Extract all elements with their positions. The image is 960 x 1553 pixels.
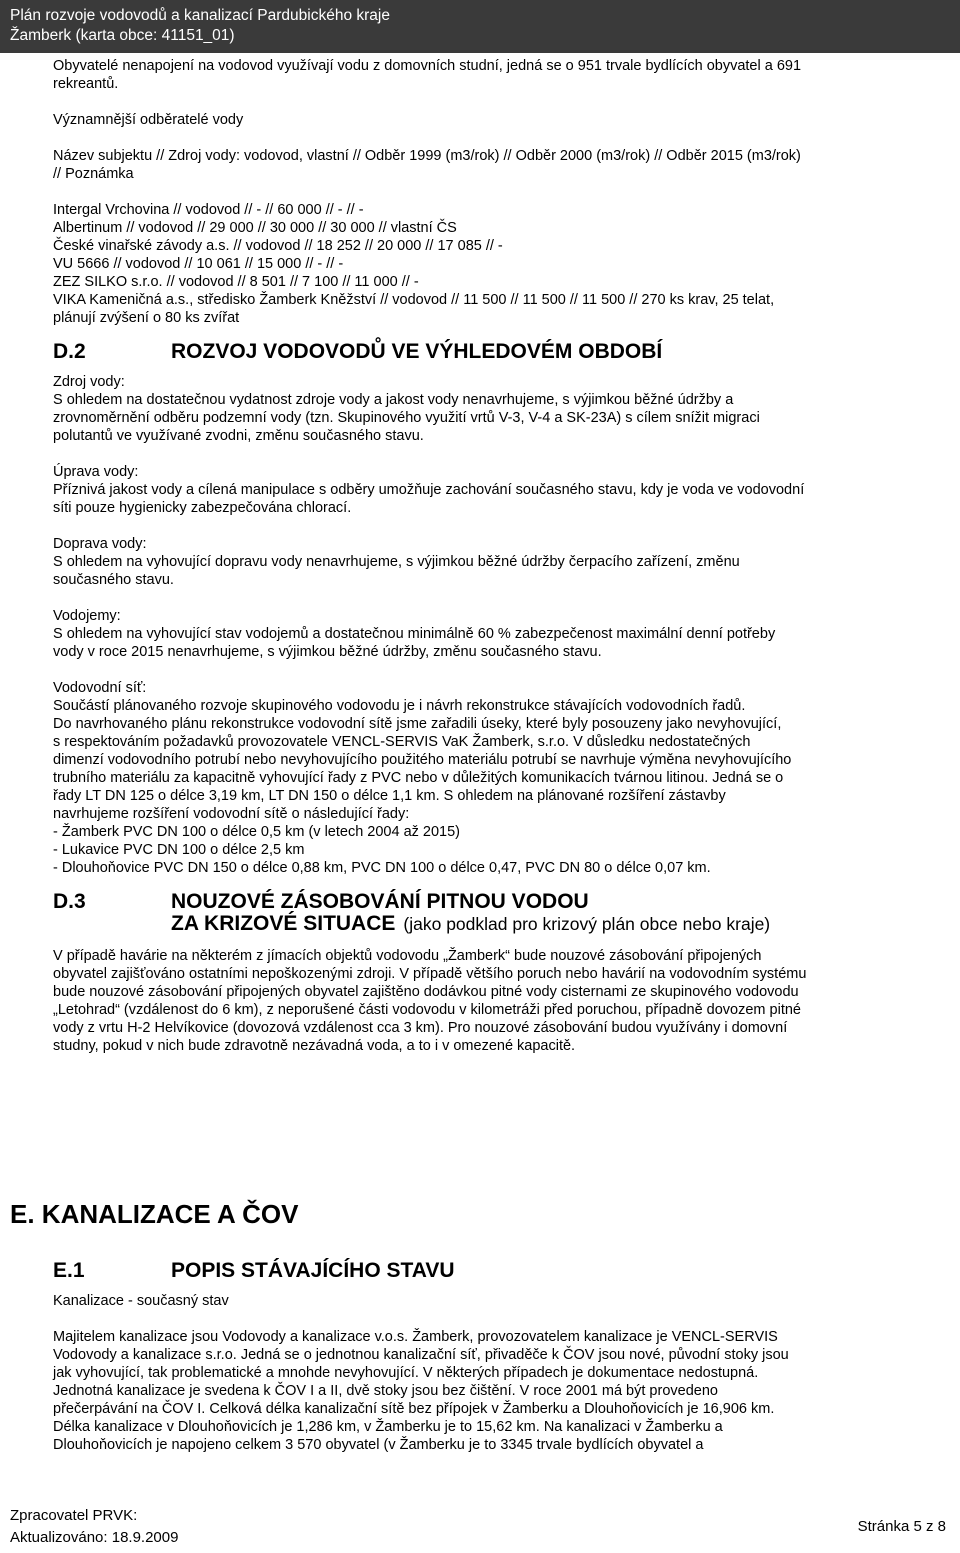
- section-number: E.1: [53, 1259, 85, 1282]
- body-line: V případě havárie na některém z jímacích objektů vodovodu „Žamberk“ bude nouzové zásobování připojených: [53, 948, 762, 964]
- body-line: vody z vrtu H-2 Helvíkovice (dovozová vzdálenost cca 3 km). Pro nouzové zásobování budou využívány i domovní: [53, 1020, 788, 1036]
- footer-author: Zpracovatel PRVK:: [10, 1507, 138, 1524]
- block-line: s respektováním požadavků provozovatele VENCL-SERVIS VaK Žamberk, s.r.o. V důsledku nedostatečných: [53, 734, 751, 750]
- body-line: Dlouhoňovicích je napojeno celkem 3 570 obyvatel (v Žamberku je to 3345 trvale bydlících obyvatel a: [53, 1437, 704, 1453]
- block-line: navrhujeme rozšíření vodovodní sítě o následující řady:: [53, 806, 410, 822]
- header-title: Plán rozvoje vodovodů a kanalizací Pardubického kraje: [10, 7, 390, 24]
- chapter-title: E. KANALIZACE A ČOV: [10, 1199, 299, 1229]
- d2-block-treatment: [53, 463, 933, 517]
- block-line: polutantů ve využívané zvodni, změnu současného stavu.: [53, 428, 424, 444]
- d2-block-transport: [53, 535, 933, 589]
- consumers-columns: Název subjektu // Zdroj vody: vodovod, vlastní // Odběr 1999 (m3/rok) // Odběr 2000 (m3/rok) // Odběr 2015 (m3/rok): [53, 148, 801, 164]
- d2-block-source: [53, 373, 933, 445]
- block-line: síti pouze hygienicky zabezpečována chlorací.: [53, 500, 352, 516]
- block-line: S ohledem na vyhovující stav vodojemů a dostatečnou minimálně 60 % zabezpečenost maximální denní potřeby: [53, 626, 776, 642]
- section-title: POPIS STÁVAJÍCÍHO STAVU: [171, 1259, 455, 1282]
- block-line: - Žamberk PVC DN 100 o délce 0,5 km (v letech 2004 až 2015): [53, 824, 460, 840]
- block-line: - Lukavice PVC DN 100 o délce 2,5 km: [53, 842, 305, 858]
- consumers-title: Významnější odběratelé vody: [53, 112, 244, 128]
- block-line: Příznivá jakost vody a cílená manipulace s odběry umožňuje zachování současného stavu, kdy je voda ve vodovodní: [53, 482, 805, 498]
- consumers-columns: // Poznámka: [53, 166, 134, 182]
- page-content: [53, 57, 933, 1055]
- section-e1-heading: [53, 1259, 933, 1282]
- body-line: studny, pokud v nich bude zdravotně nezávadná voda, a to i v omezené kapacitě.: [53, 1038, 576, 1054]
- block-line: současného stavu.: [53, 572, 174, 588]
- list-item: České vinařské závody a.s. // vodovod // 18 252 // 20 000 // 17 085 // -: [53, 238, 503, 254]
- list-item: plánují zvýšení o 80 ks zvířat: [53, 310, 240, 326]
- block-line: dimenzí vodovodního potrubí nebo nevyhovujícího použitého materiálu potrubí se navrhuje výměna nevyhovujícího: [53, 752, 792, 768]
- block-label: Vodojemy:: [53, 608, 121, 624]
- section-title: NOUZOVÉ ZÁSOBOVÁNÍ PITNOU VODOU: [171, 890, 589, 913]
- block-line: S ohledem na dostatečnou vydatnost zdroje vody a jakost vody nenavrhujeme, s výjimkou běžné údržby a: [53, 392, 734, 408]
- d2-block-network: [53, 679, 933, 877]
- section-d2-heading: [53, 340, 933, 363]
- list-item: VU 5666 // vodovod // 10 061 // 15 000 // - // -: [53, 256, 344, 272]
- block-label: Doprava vody:: [53, 536, 147, 552]
- e1-body: [53, 1328, 933, 1454]
- d3-body: [53, 947, 933, 1055]
- block-label: Úprava vody:: [53, 464, 139, 480]
- body-line: Vodovody a kanalizace s.r.o. Jedná se o jednotnou kanalizační síť, přivaděče k ČOV jsou nové, původní stoky jsou: [53, 1347, 789, 1363]
- body-line: „Letohrad“ (vzdálenost do 6 km), z neporušené části vodovodu v kilometráži před poruchou, případně dovozem pitné: [53, 1002, 801, 1018]
- e1-subtitle: Kanalizace - současný stav: [53, 1293, 229, 1309]
- document-header: [0, 0, 960, 53]
- list-item: VIKA Kameničná a.s., středisko Žamberk Kněžství // vodovod // 11 500 // 11 500 // 11 500 // 270 ks krav, 25 telat,: [53, 292, 775, 308]
- block-line: - Dlouhoňovice PVC DN 150 o délce 0,88 km, PVC DN 100 o délce 0,47, PVC DN 80 o délce 0,07 km.: [53, 860, 711, 876]
- body-line: Majitelem kanalizace jsou Vodovody a kanalizace v.o.s. Žamberk, provozovatelem kanalizace je VENCL-SERVIS: [53, 1329, 778, 1345]
- list-item: ZEZ SILKO s.r.o. // vodovod // 8 501 // 7 100 // 11 000 // -: [53, 274, 419, 290]
- body-line: přečerpávání na ČOV I. Celková délka kanalizační sítě bez přípojek v Žamberku a Dlouhoňovicích je 16,906 km.: [53, 1401, 775, 1417]
- section-title: ROZVOJ VODOVODŮ VE VÝHLEDOVÉM OBDOBÍ: [171, 340, 663, 363]
- body-line: jak vyhovující, tak problematické a mnohde nevyhovující. V některých případech je dokumentace nedostupná.: [53, 1365, 759, 1381]
- section-number: D.2: [53, 340, 86, 363]
- section-d3-subheading: [53, 912, 933, 935]
- page-number: Stránka 5 z 8: [857, 1518, 946, 1535]
- block-line: Do navrhovaného plánu rekonstrukce vodovodní sítě jsme zařadili úseky, které byly posouzeny jako nevyhovující,: [53, 716, 782, 732]
- body-line: bude nouzové zásobování připojených obyvatel zajištěno dodávkou pitné vody cisternami ze skupinového vodovodu: [53, 984, 799, 1000]
- block-line: trubního materiálu za kapacitně vyhovující řady z PVC nebo v důležitých komunikacích tvárnou litinou. Jedná se o: [53, 770, 784, 786]
- list-item: Albertinum // vodovod // 29 000 // 30 000 // 30 000 // vlastní ČS: [53, 220, 457, 236]
- body-line: Jednotná kanalizace je svedena k ČOV I a II, dvě stoky jsou bez čištění. V roce 2001 má být provedeno: [53, 1383, 718, 1399]
- block-label: Vodovodní síť:: [53, 680, 147, 696]
- intro-line: rekreantů.: [53, 76, 119, 92]
- section-number: D.3: [53, 890, 86, 913]
- body-line: Délka kanalizace v Dlouhoňovicích je 1,286 km, v Žamberku je to 15,62 km. Na kanalizaci v Žamberku a: [53, 1419, 723, 1435]
- body-line: obyvatel zajišťováno ostatními nepoškozenými zdroji. V případě většího poruch nebo havárií na vodovodním systému: [53, 966, 807, 982]
- list-item: Intergal Vrchovina // vodovod // - // 60 000 // - // -: [53, 202, 364, 218]
- block-line: Součástí plánovaného rozvoje skupinového vodovodu je i návrh rekonstrukce stávajících vodovodních řadů.: [53, 698, 746, 714]
- intro-line: Obyvatelé nenapojení na vodovod využívají vodu z domovních studní, jedná se o 951 trvale bydlících obyvatel a 691: [53, 58, 802, 74]
- consumers-list: [53, 201, 933, 327]
- section-subtitle: ZA KRIZOVÉ SITUACE: [171, 912, 396, 935]
- section-d3-heading: [53, 890, 933, 913]
- block-label: Zdroj vody:: [53, 374, 125, 390]
- footer-updated: Aktualizováno: 18.9.2009: [10, 1529, 179, 1546]
- block-line: S ohledem na vyhovující dopravu vody nenavrhujeme, s výjimkou běžné údržby čerpacího zařízení, změnu: [53, 554, 740, 570]
- footer-info: [10, 1505, 178, 1549]
- block-line: zrovnoměrnění odběru podzemní vody (tzn. Skupinového využití vrtů V-3, V-4 a SK-23A) s cílem snížit migraci: [53, 410, 760, 426]
- header-subtitle: Žamberk (karta obce: 41151_01): [10, 27, 235, 44]
- block-line: řady LT DN 125 o délce 3,19 km, LT DN 150 o délce 1,1 km. S ohledem na plánované rozšíření zástavby: [53, 788, 726, 804]
- d2-block-reservoirs: [53, 607, 933, 661]
- block-line: vody v roce 2015 nenavrhujeme, s výjimkou běžné údržby, změnu současného stavu.: [53, 644, 602, 660]
- e1-content: [53, 1259, 933, 1454]
- section-subtitle-note: (jako podklad pro krizový plán obce nebo kraje): [403, 914, 771, 934]
